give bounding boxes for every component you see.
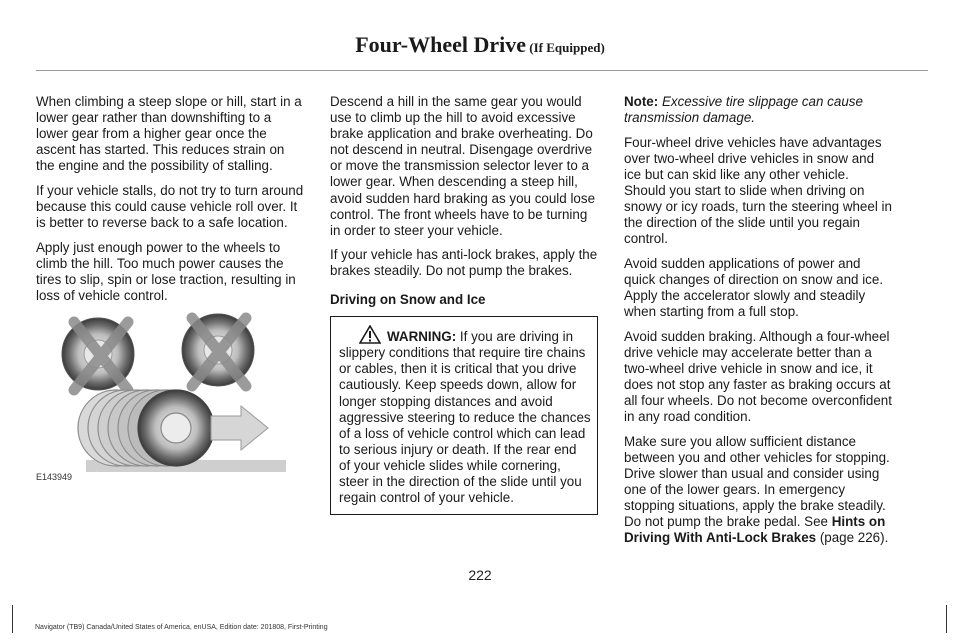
paragraph-distance <box>624 434 892 547</box>
paragraph-avoid-power: Avoid sudden applications of power and quick changes of direction on snow and ice. Apply the accelerator slowly and steadily when starting from a full stop. <box>624 255 884 320</box>
heading-snow-ice: Driving on Snow and Ice <box>330 291 486 307</box>
column-middle <box>330 94 598 515</box>
crop-mark-left <box>12 605 13 633</box>
distance-text: Make sure you allow sufficient distance between you and other vehicles for stopping. Drive slower than usual and consider using one of the lower gears. In emergency stopping situations, apply the brake steadily. Do not pump the brake pedal. See <box>624 433 890 530</box>
tire-spin-illustration <box>36 310 286 480</box>
column-left <box>36 94 304 313</box>
page-reference: (page 226). <box>816 530 889 546</box>
section-title: Four-Wheel Drive <box>355 32 527 57</box>
warning-triangle-icon <box>359 325 381 344</box>
paragraph-antilock: If your vehicle has anti-lock brakes, apply the brakes steadily. Do not pump the brakes. <box>330 247 598 279</box>
paragraph-climbing: When climbing a steep slope or hill, start in a lower gear rather than downshifting to a lower gear from a higher gear once the ascent has started. This reduces strain on the engine and the possibility of stalling. <box>36 94 302 174</box>
column-right <box>624 94 892 555</box>
note-paragraph <box>624 94 892 126</box>
warning-box <box>330 316 598 515</box>
note-label: Note: <box>624 94 659 109</box>
tire-rolling-sequence <box>78 390 214 466</box>
section-subtitle: (If Equipped) <box>526 40 605 55</box>
page-number: 222 <box>468 567 492 583</box>
warning-label: WARNING: <box>387 329 457 345</box>
paragraph-advantages: Four-wheel drive vehicles have advantages over two-wheel drive vehicles in snow and ice but can skid like any other vehicle. Should you start to slide when driving on snowy or icy roads, turn the steering wheel in the direction of the slide until you regain control. <box>624 134 892 247</box>
page-header <box>0 32 960 58</box>
note-text: Excessive tire slippage can cause transmission damage. <box>624 94 863 126</box>
footer-edition: Navigator (TB9) Canada/United States of America, enUSA, Edition date: 201808, First-Printing <box>35 624 328 631</box>
paragraph-avoid-braking: Avoid sudden braking. Although a four-wheel drive vehicle may accelerate better than a two-wheel drive vehicle in snow and ice, it does not stop any faster as braking occurs at all four wheels. Do not become overconfident in any road condition. <box>624 328 892 425</box>
antilock-hints-link[interactable]: Hints on Driving With Anti-Lock Brakes <box>624 514 886 546</box>
warning-text: If you are driving in slippery conditions that require tire chains or cables, then it is critical that you drive cautiously. Keep speeds down, allow for longer stopping distances and avoid aggressive steering to reduce the chances of a loss of vehicle control which can lead to serious injury or death. If the rear end of your vehicle slides while cornering, steer in the direction of the slide until you regain control of your vehicle. <box>339 329 591 506</box>
crop-mark-right <box>946 605 947 633</box>
arrow-right-icon <box>211 406 268 450</box>
figure-code: E143949 <box>36 472 73 482</box>
paragraph-stall: If your vehicle stalls, do not try to turn around because this could cause vehicle roll over. It is better to reverse back to a safe location. <box>36 182 304 231</box>
header-rule <box>36 70 928 71</box>
paragraph-power: Apply just enough power to the wheels to climb the hill. Too much power causes the tires to slip, spin or lose traction, resulting in loss of vehicle control. <box>36 239 296 304</box>
paragraph-descend: Descend a hill in the same gear you would use to climb up the hill to avoid excessive brake application and brake overheating. Do not descend in neutral. Disengage overdrive or move the transmission selector lever to a lower gear. When descending a steep hill, avoid sudden hard braking as you could lose control. The front wheels have to be turning in order to steer your vehicle. <box>330 94 596 238</box>
